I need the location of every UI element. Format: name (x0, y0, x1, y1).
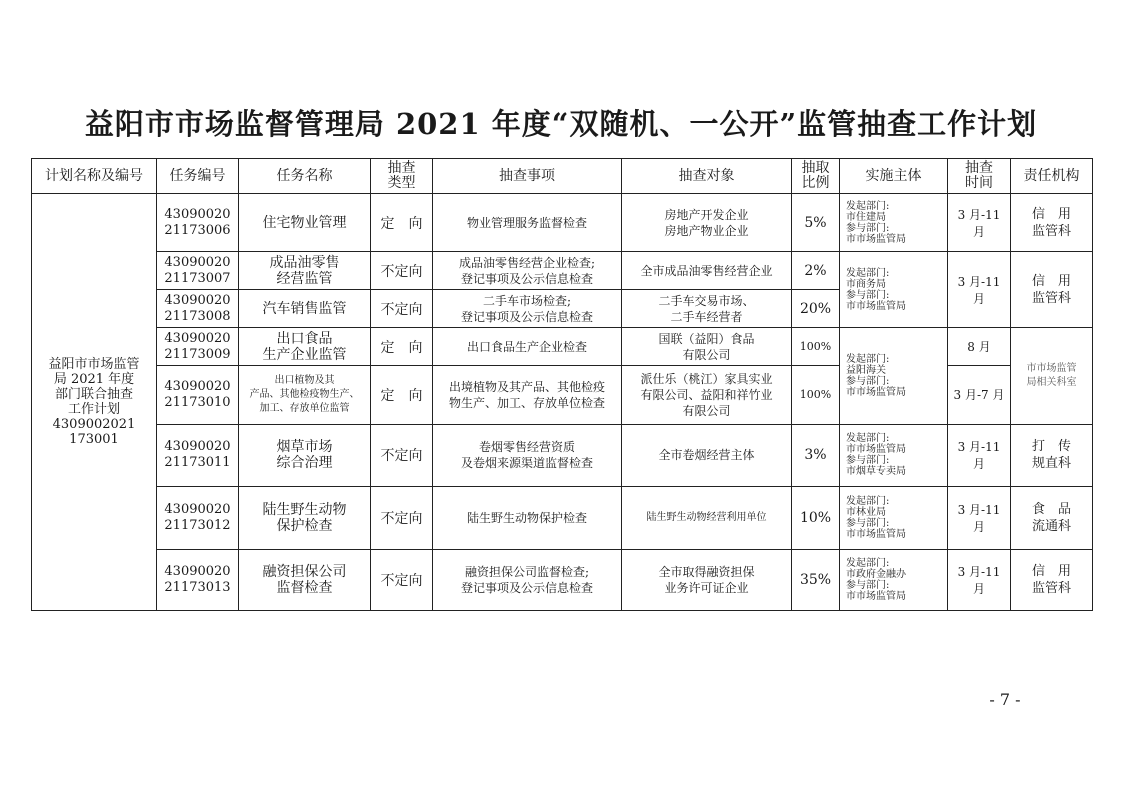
check-type: 不定向 (371, 549, 433, 610)
check-time: 3 月-7 月 (948, 366, 1011, 424)
task-name: 成品油零售 经营监管 (239, 252, 371, 290)
sampling-ratio: 10% (792, 486, 840, 549)
implementing-org: 发起部门: 市住建局 参与部门: 市市场监管局 (840, 194, 948, 252)
responsible-unit: 信 用 监管科 (1011, 252, 1093, 328)
sampling-ratio: 3% (792, 424, 840, 486)
page-number: - 7 - (989, 690, 1021, 709)
header-time: 抽查 时间 (948, 159, 1011, 194)
sampling-ratio: 100% (792, 328, 840, 366)
table-row (32, 486, 1093, 549)
sampling-ratio: 2% (792, 252, 840, 290)
check-objects: 二手车交易市场、 二手车经营者 (622, 290, 792, 328)
check-objects: 全市成品油零售经营企业 (622, 252, 792, 290)
table-row (32, 424, 1093, 486)
check-items: 物业管理服务监督检查 (433, 194, 622, 252)
task-name: 住宅物业管理 (239, 194, 371, 252)
task-code: 43090020 21173008 (157, 290, 239, 328)
header-check-type: 抽查 类型 (371, 159, 433, 194)
task-name: 融资担保公司 监督检查 (239, 549, 371, 610)
table-row (32, 194, 1093, 252)
check-items: 陆生野生动物保护检查 (433, 486, 622, 549)
task-code: 43090020 21173010 (157, 366, 239, 424)
check-type: 定 向 (371, 194, 433, 252)
responsible-unit: 市市场监管 局相关科室 (1011, 328, 1093, 424)
check-objects: 派仕乐（桃江）家具实业 有限公司、益阳和祥竹业 有限公司 (622, 366, 792, 424)
task-code: 43090020 21173012 (157, 486, 239, 549)
implementing-org: 发起部门: 市政府金融办 参与部门: 市市场监管局 (840, 549, 948, 610)
check-items: 出口食品生产企业检查 (433, 328, 622, 366)
check-time: 8 月 (948, 328, 1011, 366)
task-name: 陆生野生动物 保护检查 (239, 486, 371, 549)
implementing-org: 发起部门: 市市场监管局 参与部门: 市烟草专卖局 (840, 424, 948, 486)
table-row (32, 549, 1093, 610)
header-plan: 计划名称及编号 (32, 159, 157, 194)
inspection-plan-table (31, 158, 1093, 611)
task-code: 43090020 21173007 (157, 252, 239, 290)
task-name: 汽车销售监管 (239, 290, 371, 328)
header-task-name: 任务名称 (239, 159, 371, 194)
table-row (32, 252, 1093, 290)
check-items: 二手车市场检查; 登记事项及公示信息检查 (433, 290, 622, 328)
check-items: 融资担保公司监督检查; 登记事项及公示信息检查 (433, 549, 622, 610)
document-title: 益阳市市场监督管理局 2021 年度“双随机、一公开”监管抽查工作计划 (84, 107, 1038, 141)
plan-name-cell: 益阳市市场监管 局 2021 年度 部门联合抽查 工作计划 4309002021 173001 (32, 194, 157, 611)
header-objects: 抽查对象 (622, 159, 792, 194)
check-time: 3 月-11 月 (948, 252, 1011, 328)
check-type: 不定向 (371, 290, 433, 328)
check-time: 3 月-11 月 (948, 194, 1011, 252)
responsible-unit: 信 用 监管科 (1011, 549, 1093, 610)
task-code: 43090020 21173013 (157, 549, 239, 610)
check-time: 3 月-11 月 (948, 424, 1011, 486)
check-objects: 陆生野生动物经营利用单位 (622, 486, 792, 549)
task-name: 烟草市场 综合治理 (239, 424, 371, 486)
check-items: 出境植物及其产品、其他检疫 物生产、加工、存放单位检查 (433, 366, 622, 424)
check-type: 定 向 (371, 366, 433, 424)
table-row (32, 328, 1093, 366)
sampling-ratio: 35% (792, 549, 840, 610)
sampling-ratio: 5% (792, 194, 840, 252)
header-org: 实施主体 (840, 159, 948, 194)
check-items: 成品油零售经营企业检查; 登记事项及公示信息检查 (433, 252, 622, 290)
check-type: 不定向 (371, 252, 433, 290)
implementing-org: 发起部门: 市商务局 参与部门: 市市场监管局 (840, 252, 948, 328)
task-name: 出口食品 生产企业监管 (239, 328, 371, 366)
responsible-unit: 打 传 规直科 (1011, 424, 1093, 486)
check-objects: 房地产开发企业 房地产物业企业 (622, 194, 792, 252)
check-type: 不定向 (371, 486, 433, 549)
sampling-ratio: 100% (792, 366, 840, 424)
check-time: 3 月-11 月 (948, 549, 1011, 610)
task-code: 43090020 21173011 (157, 424, 239, 486)
responsible-unit: 信 用 监管科 (1011, 194, 1093, 252)
task-name: 出口植物及其 产品、其他检疫物生产、 加工、存放单位监管 (239, 366, 371, 424)
header-ratio: 抽取 比例 (792, 159, 840, 194)
header-task-code: 任务编号 (157, 159, 239, 194)
check-objects: 全市卷烟经营主体 (622, 424, 792, 486)
header-resp: 责任机构 (1011, 159, 1093, 194)
check-items: 卷烟零售经营资质 及卷烟来源渠道监督检查 (433, 424, 622, 486)
check-type: 定 向 (371, 328, 433, 366)
check-type: 不定向 (371, 424, 433, 486)
responsible-unit: 食 品 流通科 (1011, 486, 1093, 549)
check-objects: 全市取得融资担保 业务许可证企业 (622, 549, 792, 610)
sampling-ratio: 20% (792, 290, 840, 328)
check-time: 3 月-11 月 (948, 486, 1011, 549)
implementing-org: 发起部门: 益阳海关 参与部门: 市市场监管局 (840, 328, 948, 424)
implementing-org: 发起部门: 市林业局 参与部门: 市市场监管局 (840, 486, 948, 549)
task-code: 43090020 21173006 (157, 194, 239, 252)
table-header-row (32, 159, 1093, 194)
check-objects: 国联（益阳）食品 有限公司 (622, 328, 792, 366)
task-code: 43090020 21173009 (157, 328, 239, 366)
header-items: 抽查事项 (433, 159, 622, 194)
